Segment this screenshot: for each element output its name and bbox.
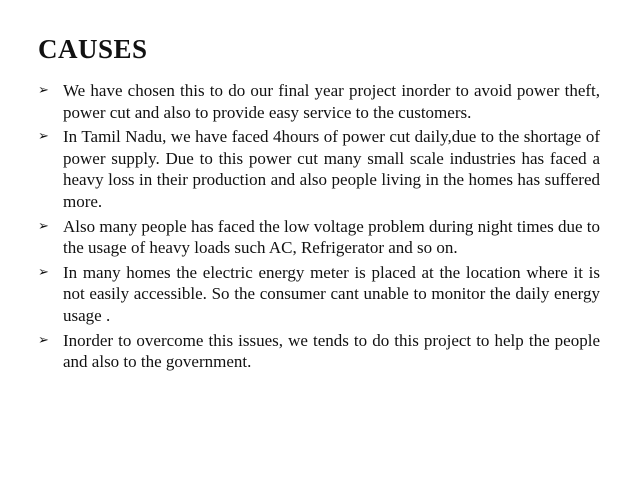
bullet-item	[38, 216, 600, 259]
arrowhead-bullet-icon: ➢	[38, 218, 49, 234]
bullet-text: We have chosen this to do our final year project inorder to avoid power theft, power cut and also to provide easy service to the customers.	[63, 81, 600, 122]
bullet-item	[38, 330, 600, 373]
bullet-text: Inorder to overcome this issues, we tends to do this project to help the people and also to the government.	[63, 330, 600, 372]
bullet-item	[38, 262, 600, 327]
bullet-list	[38, 80, 600, 376]
arrowhead-bullet-icon: ➢	[38, 83, 49, 98]
slide-title: CAUSES	[38, 34, 148, 64]
bullet-text: In Tamil Nadu, we have faced 4hours of power cut daily,due to the shortage of power supply. Due to this power cut many small scale industries has faced a heavy loss in their production and also people living in the homes has suffered more.	[63, 127, 600, 211]
arrowhead-bullet-icon: ➢	[38, 332, 49, 348]
bullet-text: In many homes the electric energy meter is placed at the location where it is not easily accessible. So the consumer cant unable to monitor the daily energy usage .	[63, 262, 600, 325]
bullet-item	[38, 126, 600, 212]
bullet-text: Also many people has faced the low voltage problem during night times due to the usage of heavy loads such AC, Refrigerator and so on.	[63, 216, 600, 258]
arrowhead-bullet-icon: ➢	[38, 264, 49, 280]
arrowhead-bullet-icon: ➢	[38, 129, 49, 145]
bullet-item	[38, 80, 600, 123]
